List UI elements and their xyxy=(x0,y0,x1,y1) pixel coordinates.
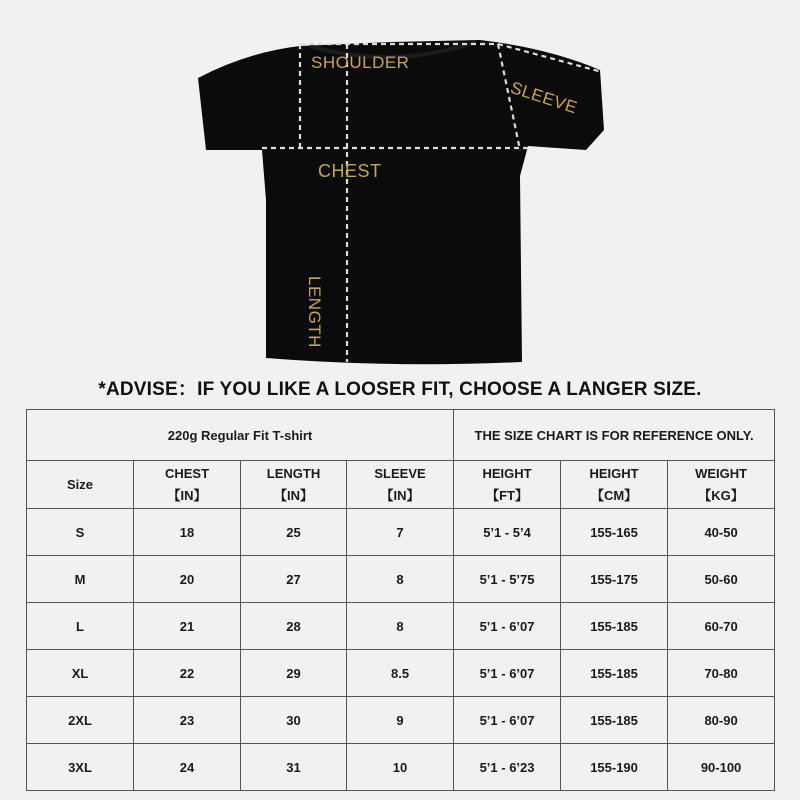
table-row xyxy=(27,509,775,556)
weight-cell: 40-50 xyxy=(668,509,775,556)
table-row xyxy=(27,650,775,697)
length-label: LENGTH xyxy=(305,276,324,348)
height-ft-cell: 5’1 - 6’07 xyxy=(454,650,561,697)
tshirt-measurement-image xyxy=(0,0,800,370)
height-cm-cell: 155-185 xyxy=(561,697,668,744)
reference-note: THE SIZE CHART IS FOR REFERENCE ONLY. xyxy=(454,410,775,461)
length-cell: 31 xyxy=(241,744,347,791)
height-cm-cell: 155-185 xyxy=(561,650,668,697)
header-length: LENGTH 【IN】 xyxy=(241,461,347,509)
chest-cell: 18 xyxy=(134,509,241,556)
height-cm-cell: 155-175 xyxy=(561,556,668,603)
table-row xyxy=(27,603,775,650)
table-row xyxy=(27,556,775,603)
header-chest: CHEST 【IN】 xyxy=(134,461,241,509)
length-cell: 30 xyxy=(241,697,347,744)
product-title: 220g Regular Fit T-shirt xyxy=(27,410,454,461)
height-ft-cell: 5’1 - 6’07 xyxy=(454,603,561,650)
sleeve-cell: 8 xyxy=(347,556,454,603)
height-cm-cell: 155-185 xyxy=(561,603,668,650)
sleeve-cell: 8.5 xyxy=(347,650,454,697)
height-ft-cell: 5’1 - 6’07 xyxy=(454,697,561,744)
length-cell: 28 xyxy=(241,603,347,650)
height-cm-cell: 155-190 xyxy=(561,744,668,791)
size-cell: M xyxy=(27,556,134,603)
chest-cell: 22 xyxy=(134,650,241,697)
sleeve-cell: 7 xyxy=(347,509,454,556)
height-ft-cell: 5’1 - 6’23 xyxy=(454,744,561,791)
weight-cell: 60-70 xyxy=(668,603,775,650)
table-title-row xyxy=(27,410,775,461)
weight-cell: 50-60 xyxy=(668,556,775,603)
weight-cell: 80-90 xyxy=(668,697,775,744)
sleeve-label: SLEEVE xyxy=(508,78,580,118)
length-cell: 27 xyxy=(241,556,347,603)
chest-label: CHEST xyxy=(318,161,382,181)
length-cell: 25 xyxy=(241,509,347,556)
sleeve-cell: 10 xyxy=(347,744,454,791)
chest-cell: 23 xyxy=(134,697,241,744)
shoulder-label: SHOULDER xyxy=(311,53,410,72)
table-row xyxy=(27,697,775,744)
size-cell: XL xyxy=(27,650,134,697)
chest-cell: 24 xyxy=(134,744,241,791)
size-cell: 2XL xyxy=(27,697,134,744)
size-chart-table xyxy=(26,409,775,791)
fit-advice: *ADVISE：IF YOU LIKE A LOOSER FIT, CHOOSE A LANGER SIZE. xyxy=(98,379,702,400)
height-ft-cell: 5’1 - 5’4 xyxy=(454,509,561,556)
height-ft-cell: 5’1 - 5’75 xyxy=(454,556,561,603)
chest-cell: 21 xyxy=(134,603,241,650)
size-cell: L xyxy=(27,603,134,650)
weight-cell: 90-100 xyxy=(668,744,775,791)
table-header-row xyxy=(27,461,775,509)
sleeve-cell: 9 xyxy=(347,697,454,744)
size-cell: S xyxy=(27,509,134,556)
header-sleeve: SLEEVE 【IN】 xyxy=(347,461,454,509)
sleeve-cell: 8 xyxy=(347,603,454,650)
length-cell: 29 xyxy=(241,650,347,697)
table-row xyxy=(27,744,775,791)
header-weight: WEIGHT 【KG】 xyxy=(668,461,775,509)
header-height-ft: HEIGHT 【FT】 xyxy=(454,461,561,509)
chest-cell: 20 xyxy=(134,556,241,603)
header-size: Size xyxy=(27,461,134,509)
height-cm-cell: 155-165 xyxy=(561,509,668,556)
weight-cell: 70-80 xyxy=(668,650,775,697)
size-cell: 3XL xyxy=(27,744,134,791)
header-height-cm: HEIGHT 【CM】 xyxy=(561,461,668,509)
